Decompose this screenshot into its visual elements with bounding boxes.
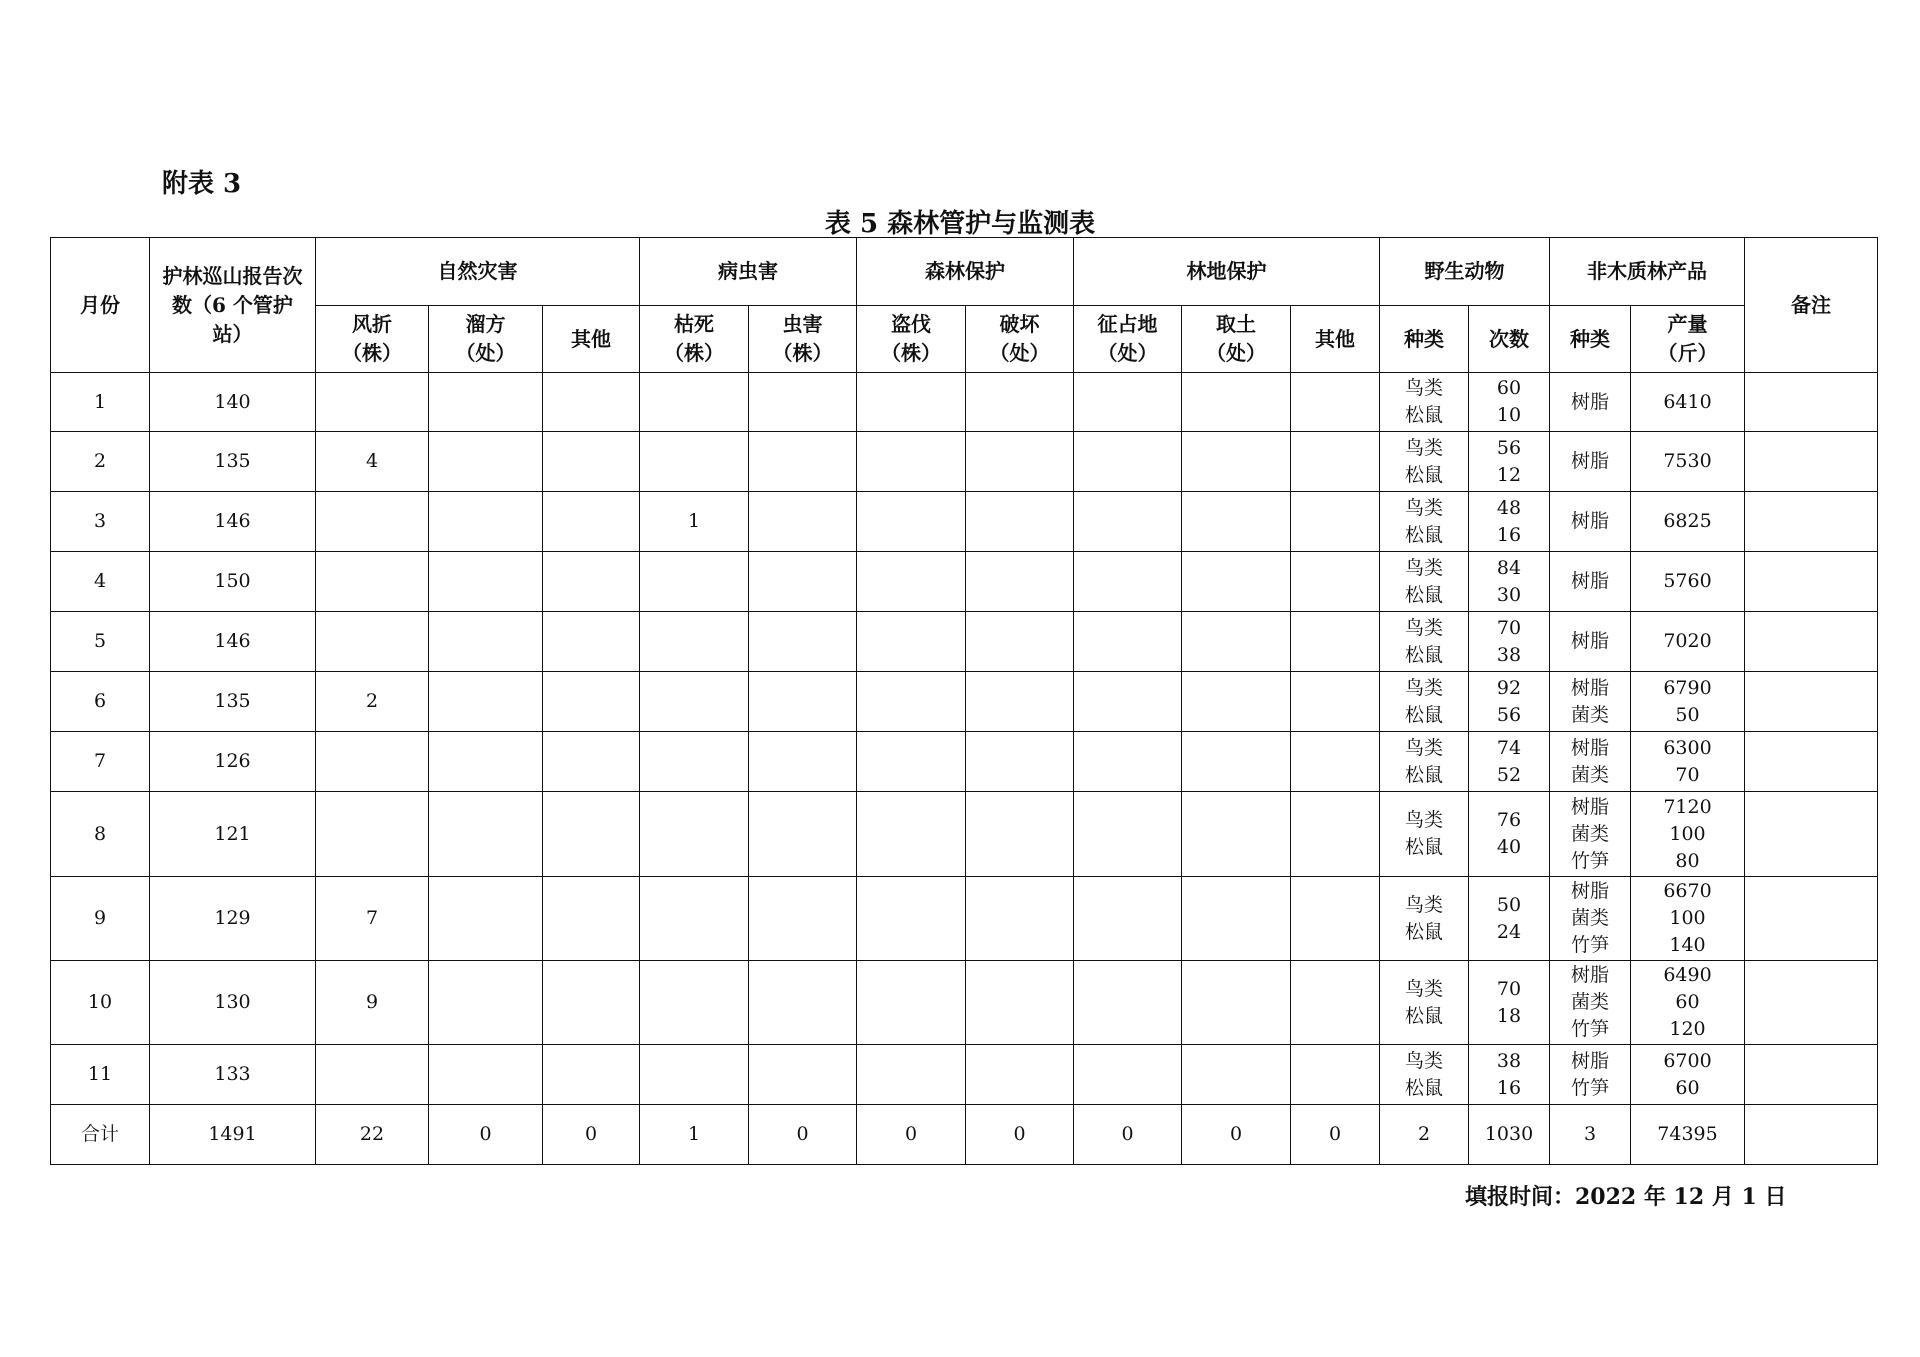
cell-dead: 1 xyxy=(640,492,749,552)
cell-p-yield: 6490 60 120 xyxy=(1631,961,1745,1045)
cell-p-kind: 树脂 xyxy=(1550,432,1631,492)
cell-other2 xyxy=(1291,373,1380,432)
cell-patrol: 130 xyxy=(150,961,316,1045)
cell-p-kind: 树脂 xyxy=(1550,373,1631,432)
cell-insect xyxy=(749,612,857,672)
cell-p-yield: 7530 xyxy=(1631,432,1745,492)
cell-w-count: 92 56 xyxy=(1469,672,1550,732)
cell-patrol: 150 xyxy=(150,552,316,612)
cell-damage xyxy=(966,1045,1074,1105)
header-patrol: 护林巡山报告次数（6 个管护站） xyxy=(150,238,316,373)
header-theft: 盗伐 （株） xyxy=(857,306,966,373)
cell-month: 10 xyxy=(51,961,150,1045)
table-row xyxy=(51,432,1878,492)
cell-soil xyxy=(1182,877,1291,961)
table-row xyxy=(51,1045,1878,1105)
cell-theft xyxy=(857,552,966,612)
cell-damage xyxy=(966,373,1074,432)
cell-w-kind: 鸟类 松鼠 xyxy=(1380,792,1469,877)
cell-slide xyxy=(429,373,543,432)
table-row xyxy=(51,373,1878,432)
table-row xyxy=(51,792,1878,877)
cell-other1 xyxy=(543,432,640,492)
cell-p-kind: 树脂 竹笋 xyxy=(1550,1045,1631,1105)
cell-insect xyxy=(749,792,857,877)
cell-month: 4 xyxy=(51,552,150,612)
cell-patrol: 129 xyxy=(150,877,316,961)
cell-damage xyxy=(966,492,1074,552)
cell-remark xyxy=(1745,961,1878,1045)
header-other-land: 其他 xyxy=(1291,306,1380,373)
cell-slide xyxy=(429,492,543,552)
cell-theft xyxy=(857,672,966,732)
cell-month: 6 xyxy=(51,672,150,732)
cell-occupy xyxy=(1074,792,1182,877)
cell-p-yield: 7020 xyxy=(1631,612,1745,672)
cell-dead xyxy=(640,672,749,732)
cell-remark xyxy=(1745,432,1878,492)
cell-patrol: 135 xyxy=(150,672,316,732)
cell-wind xyxy=(316,792,429,877)
cell-wind xyxy=(316,612,429,672)
cell-slide xyxy=(429,1045,543,1105)
cell-w-count: 38 16 xyxy=(1469,1045,1550,1105)
cell-other2 xyxy=(1291,732,1380,792)
cell-p-yield: 6825 xyxy=(1631,492,1745,552)
cell-dead xyxy=(640,373,749,432)
cell-occupy xyxy=(1074,672,1182,732)
table-row xyxy=(51,672,1878,732)
cell-soil xyxy=(1182,1045,1291,1105)
header-wildlife-count: 次数 xyxy=(1469,306,1550,373)
cell-remark xyxy=(1745,612,1878,672)
cell-other1 xyxy=(543,672,640,732)
cell-theft xyxy=(857,432,966,492)
header-forest-protection: 森林保护 xyxy=(857,238,1074,306)
cell-w-count: 1030 xyxy=(1469,1105,1550,1165)
cell-p-yield: 6300 70 xyxy=(1631,732,1745,792)
cell-other2 xyxy=(1291,492,1380,552)
cell-insect xyxy=(749,877,857,961)
cell-patrol: 146 xyxy=(150,492,316,552)
cell-dead: 1 xyxy=(640,1105,749,1165)
cell-wind: 22 xyxy=(316,1105,429,1165)
cell-slide xyxy=(429,552,543,612)
cell-insect xyxy=(749,961,857,1045)
cell-remark xyxy=(1745,1105,1878,1165)
cell-soil xyxy=(1182,961,1291,1045)
cell-other2 xyxy=(1291,432,1380,492)
cell-slide xyxy=(429,732,543,792)
cell-soil xyxy=(1182,432,1291,492)
cell-other1 xyxy=(543,961,640,1045)
cell-p-kind: 树脂 菌类 xyxy=(1550,732,1631,792)
cell-wind: 2 xyxy=(316,672,429,732)
cell-damage xyxy=(966,792,1074,877)
cell-wind: 4 xyxy=(316,432,429,492)
cell-p-kind: 树脂 菌类 竹笋 xyxy=(1550,877,1631,961)
forest-monitoring-table xyxy=(50,237,1878,1165)
cell-theft xyxy=(857,612,966,672)
cell-other1 xyxy=(543,732,640,792)
table-row xyxy=(51,732,1878,792)
cell-dead xyxy=(640,612,749,672)
cell-patrol: 133 xyxy=(150,1045,316,1105)
cell-other2: 0 xyxy=(1291,1105,1380,1165)
cell-remark xyxy=(1745,1045,1878,1105)
cell-remark xyxy=(1745,373,1878,432)
cell-dead xyxy=(640,732,749,792)
cell-w-kind: 鸟类 松鼠 xyxy=(1380,432,1469,492)
header-remark: 备注 xyxy=(1745,238,1878,373)
header-soil: 取土 （处） xyxy=(1182,306,1291,373)
cell-other1: 0 xyxy=(543,1105,640,1165)
cell-insect xyxy=(749,432,857,492)
header-dead: 枯死 （株） xyxy=(640,306,749,373)
cell-patrol: 1491 xyxy=(150,1105,316,1165)
cell-theft xyxy=(857,732,966,792)
cell-other2 xyxy=(1291,552,1380,612)
cell-soil xyxy=(1182,792,1291,877)
cell-w-count: 48 16 xyxy=(1469,492,1550,552)
cell-dead xyxy=(640,1045,749,1105)
cell-month: 合计 xyxy=(51,1105,150,1165)
cell-soil xyxy=(1182,612,1291,672)
cell-month: 3 xyxy=(51,492,150,552)
cell-theft xyxy=(857,877,966,961)
cell-other1 xyxy=(543,877,640,961)
cell-soil xyxy=(1182,552,1291,612)
header-land-protection: 林地保护 xyxy=(1074,238,1380,306)
cell-remark xyxy=(1745,732,1878,792)
cell-w-count: 60 10 xyxy=(1469,373,1550,432)
cell-other2 xyxy=(1291,612,1380,672)
table-row xyxy=(51,552,1878,612)
cell-p-yield: 6790 50 xyxy=(1631,672,1745,732)
cell-damage xyxy=(966,612,1074,672)
cell-other2 xyxy=(1291,961,1380,1045)
cell-slide: 0 xyxy=(429,1105,543,1165)
cell-insect xyxy=(749,672,857,732)
cell-wind xyxy=(316,552,429,612)
cell-damage: 0 xyxy=(966,1105,1074,1165)
cell-dead xyxy=(640,877,749,961)
cell-soil xyxy=(1182,492,1291,552)
cell-month: 11 xyxy=(51,1045,150,1105)
cell-w-kind: 鸟类 松鼠 xyxy=(1380,552,1469,612)
cell-occupy xyxy=(1074,877,1182,961)
cell-patrol: 135 xyxy=(150,432,316,492)
cell-wind xyxy=(316,1045,429,1105)
cell-occupy: 0 xyxy=(1074,1105,1182,1165)
cell-theft xyxy=(857,1045,966,1105)
cell-occupy xyxy=(1074,373,1182,432)
cell-theft xyxy=(857,792,966,877)
cell-occupy xyxy=(1074,1045,1182,1105)
table-body xyxy=(51,373,1878,1165)
header-insect: 虫害 （株） xyxy=(749,306,857,373)
cell-w-count: 70 38 xyxy=(1469,612,1550,672)
cell-month: 5 xyxy=(51,612,150,672)
cell-occupy xyxy=(1074,612,1182,672)
cell-slide xyxy=(429,961,543,1045)
cell-slide xyxy=(429,432,543,492)
cell-dead xyxy=(640,432,749,492)
table-row xyxy=(51,492,1878,552)
cell-p-yield: 5760 xyxy=(1631,552,1745,612)
cell-w-kind: 鸟类 松鼠 xyxy=(1380,961,1469,1045)
cell-slide xyxy=(429,672,543,732)
header-other-natural: 其他 xyxy=(543,306,640,373)
cell-p-kind: 树脂 菌类 竹笋 xyxy=(1550,961,1631,1045)
cell-other2 xyxy=(1291,1045,1380,1105)
cell-theft: 0 xyxy=(857,1105,966,1165)
cell-w-count: 76 40 xyxy=(1469,792,1550,877)
cell-soil xyxy=(1182,373,1291,432)
table-title: 表 5 森林管护与监测表 xyxy=(824,209,1096,239)
cell-other1 xyxy=(543,1045,640,1105)
cell-damage xyxy=(966,961,1074,1045)
cell-soil xyxy=(1182,672,1291,732)
cell-insect xyxy=(749,492,857,552)
cell-damage xyxy=(966,732,1074,792)
cell-wind xyxy=(316,373,429,432)
cell-damage xyxy=(966,552,1074,612)
cell-insect: 0 xyxy=(749,1105,857,1165)
cell-other1 xyxy=(543,492,640,552)
header-product-yield: 产量 （斤） xyxy=(1631,306,1745,373)
cell-theft xyxy=(857,492,966,552)
header-wildlife: 野生动物 xyxy=(1380,238,1550,306)
cell-occupy xyxy=(1074,432,1182,492)
cell-w-count: 70 18 xyxy=(1469,961,1550,1045)
cell-occupy xyxy=(1074,732,1182,792)
cell-damage xyxy=(966,877,1074,961)
header-natural-disaster: 自然灾害 xyxy=(316,238,640,306)
cell-p-yield: 74395 xyxy=(1631,1105,1745,1165)
cell-theft xyxy=(857,961,966,1045)
cell-w-kind: 鸟类 松鼠 xyxy=(1380,877,1469,961)
cell-insect xyxy=(749,732,857,792)
cell-w-kind: 鸟类 松鼠 xyxy=(1380,1045,1469,1105)
cell-remark xyxy=(1745,492,1878,552)
header-wind: 风折 （株） xyxy=(316,306,429,373)
cell-other2 xyxy=(1291,877,1380,961)
cell-other1 xyxy=(543,552,640,612)
cell-slide xyxy=(429,792,543,877)
cell-occupy xyxy=(1074,492,1182,552)
appendix-label: 附表 3 xyxy=(162,169,242,199)
cell-w-count: 74 52 xyxy=(1469,732,1550,792)
cell-soil xyxy=(1182,732,1291,792)
cell-dead xyxy=(640,961,749,1045)
cell-damage xyxy=(966,672,1074,732)
cell-patrol: 140 xyxy=(150,373,316,432)
cell-occupy xyxy=(1074,961,1182,1045)
cell-month: 7 xyxy=(51,732,150,792)
cell-w-kind: 鸟类 松鼠 xyxy=(1380,612,1469,672)
cell-theft xyxy=(857,373,966,432)
cell-dead xyxy=(640,792,749,877)
header-wildlife-kind: 种类 xyxy=(1380,306,1469,373)
cell-w-count: 50 24 xyxy=(1469,877,1550,961)
cell-other2 xyxy=(1291,672,1380,732)
cell-p-kind: 3 xyxy=(1550,1105,1631,1165)
header-non-timber: 非木质林产品 xyxy=(1550,238,1745,306)
cell-soil: 0 xyxy=(1182,1105,1291,1165)
cell-other1 xyxy=(543,373,640,432)
cell-other2 xyxy=(1291,792,1380,877)
cell-insect xyxy=(749,1045,857,1105)
cell-wind xyxy=(316,492,429,552)
fill-date: 填报时间：2022 年 12 月 1 日 xyxy=(1465,1184,1787,1210)
cell-other1 xyxy=(543,612,640,672)
cell-p-kind: 树脂 菌类 竹笋 xyxy=(1550,792,1631,877)
cell-wind xyxy=(316,732,429,792)
cell-slide xyxy=(429,877,543,961)
total-row xyxy=(51,1105,1878,1165)
cell-w-kind: 鸟类 松鼠 xyxy=(1380,373,1469,432)
cell-month: 8 xyxy=(51,792,150,877)
cell-w-kind: 鸟类 松鼠 xyxy=(1380,732,1469,792)
cell-w-kind: 鸟类 松鼠 xyxy=(1380,672,1469,732)
cell-p-yield: 6670 100 140 xyxy=(1631,877,1745,961)
cell-other1 xyxy=(543,792,640,877)
header-damage: 破坏 （处） xyxy=(966,306,1074,373)
cell-w-kind: 2 xyxy=(1380,1105,1469,1165)
cell-occupy xyxy=(1074,552,1182,612)
cell-insect xyxy=(749,552,857,612)
header-slide: 溜方 （处） xyxy=(429,306,543,373)
cell-p-yield: 6410 xyxy=(1631,373,1745,432)
cell-w-count: 84 30 xyxy=(1469,552,1550,612)
cell-wind: 9 xyxy=(316,961,429,1045)
cell-w-kind: 鸟类 松鼠 xyxy=(1380,492,1469,552)
cell-p-yield: 7120 100 80 xyxy=(1631,792,1745,877)
cell-slide xyxy=(429,612,543,672)
table-row xyxy=(51,877,1878,961)
cell-p-yield: 6700 60 xyxy=(1631,1045,1745,1105)
table-row xyxy=(51,612,1878,672)
cell-remark xyxy=(1745,552,1878,612)
cell-damage xyxy=(966,432,1074,492)
cell-patrol: 121 xyxy=(150,792,316,877)
cell-p-kind: 树脂 菌类 xyxy=(1550,672,1631,732)
cell-dead xyxy=(640,552,749,612)
cell-patrol: 146 xyxy=(150,612,316,672)
cell-p-kind: 树脂 xyxy=(1550,552,1631,612)
header-product-kind: 种类 xyxy=(1550,306,1631,373)
cell-month: 9 xyxy=(51,877,150,961)
cell-w-count: 56 12 xyxy=(1469,432,1550,492)
cell-remark xyxy=(1745,877,1878,961)
cell-insect xyxy=(749,373,857,432)
cell-remark xyxy=(1745,792,1878,877)
cell-patrol: 126 xyxy=(150,732,316,792)
cell-p-kind: 树脂 xyxy=(1550,612,1631,672)
cell-month: 1 xyxy=(51,373,150,432)
cell-remark xyxy=(1745,672,1878,732)
cell-p-kind: 树脂 xyxy=(1550,492,1631,552)
table-row xyxy=(51,961,1878,1045)
cell-month: 2 xyxy=(51,432,150,492)
header-occupy: 征占地 （处） xyxy=(1074,306,1182,373)
header-month: 月份 xyxy=(51,238,150,373)
cell-wind: 7 xyxy=(316,877,429,961)
header-pest: 病虫害 xyxy=(640,238,857,306)
